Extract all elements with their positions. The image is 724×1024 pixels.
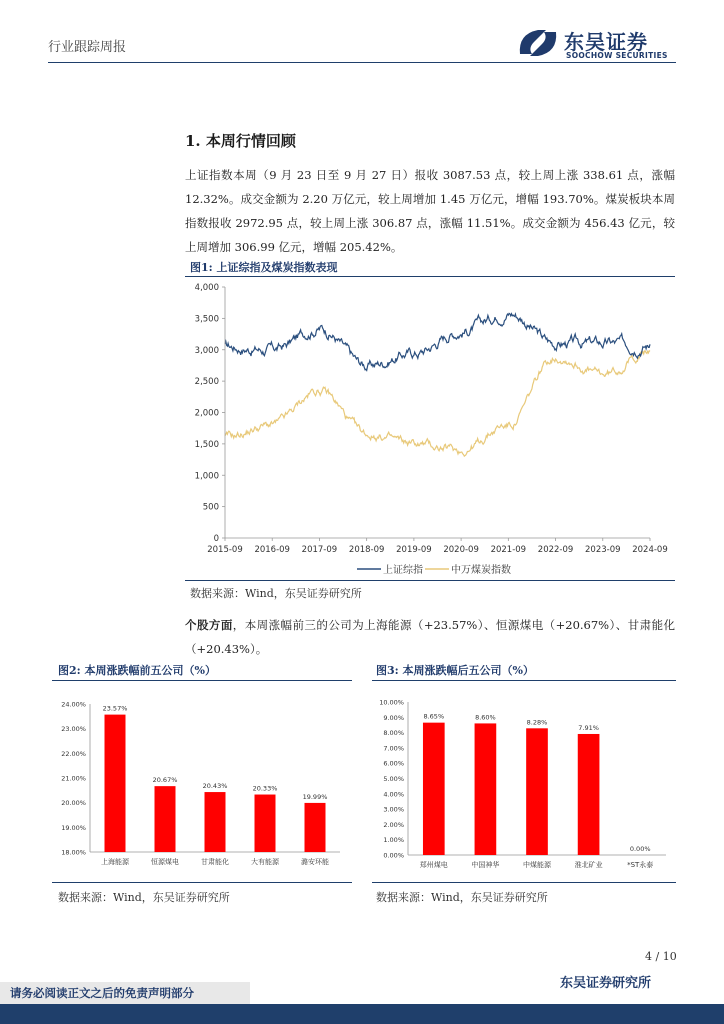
y-tick-label: 18.00% <box>61 848 86 857</box>
y-tick-label: 9.00% <box>383 713 404 722</box>
y-tick-label: 20.00% <box>61 799 86 808</box>
bar-value-label: 20.43% <box>202 782 228 791</box>
x-tick-label: 2023-09 <box>585 545 621 555</box>
bar <box>475 723 497 855</box>
figure3-bottom-rule <box>372 882 676 883</box>
header-divider <box>48 62 676 63</box>
y-tick-label: 1,000 <box>194 471 219 482</box>
y-tick-label: 2,000 <box>194 408 219 419</box>
top5-bar-chart <box>52 690 352 880</box>
bar <box>578 734 600 855</box>
y-tick-label: 2.00% <box>383 820 404 829</box>
legend-coal-label: 中万煤炭指数 <box>451 565 511 576</box>
y-tick-label: 1,500 <box>194 439 219 450</box>
x-tick-label: 2020-09 <box>443 545 479 555</box>
x-tick-label: 2017-09 <box>301 545 338 555</box>
logo-en-text: SOOCHOW SECURITIES <box>566 51 668 60</box>
y-tick-label: 3.00% <box>383 805 404 814</box>
section-title: 1. 本周行情回顾 <box>185 132 296 150</box>
figure1-title: 图1: 上证综指及煤炭指数表现 <box>190 261 338 274</box>
category-label: *ST永泰 <box>627 861 654 869</box>
bar <box>205 792 226 852</box>
disclaimer-text: 请务必阅读正文之后的免责声明部分 <box>10 986 194 1000</box>
footer-bar <box>0 1004 724 1024</box>
figure3-top-rule <box>372 680 676 681</box>
stock-highlights-text: ，本周涨幅前三的公司为上海能源（+23.57%）、恒源煤电（+20.67%）、甘肃能化（+20.43%）。 <box>185 618 676 656</box>
figure1-bottom-rule <box>185 580 675 581</box>
x-tick-label: 2018-09 <box>348 545 385 555</box>
bar-value-label: 20.33% <box>252 784 278 793</box>
x-tick-label: 2016-09 <box>254 545 290 555</box>
sse-composite-series-line <box>225 313 650 370</box>
figure2-bottom-rule <box>52 882 352 883</box>
y-tick-label: 24.00% <box>61 700 86 709</box>
y-tick-label: 19.00% <box>61 823 86 832</box>
page-number: 4 / 10 <box>645 950 677 963</box>
bar-value-label: 23.57% <box>102 704 128 713</box>
brand-logo <box>516 24 676 62</box>
category-label: 中煤能源 <box>523 861 551 869</box>
y-tick-label: 10.00% <box>379 698 404 707</box>
y-tick-label: 3,000 <box>194 345 219 356</box>
y-tick-label: 5.00% <box>383 775 404 783</box>
x-tick-label: 2019-09 <box>396 545 432 555</box>
bar-value-label: 8.60% <box>475 713 496 722</box>
bar-value-label: 7.91% <box>578 723 599 732</box>
y-tick-label: 22.00% <box>61 749 86 758</box>
bar <box>105 715 126 852</box>
figure2-title: 图2: 本周涨跌幅前五公司（%） <box>58 664 216 677</box>
bar-value-label: 8.65% <box>423 712 445 721</box>
coal-index-series-line <box>225 351 650 456</box>
y-tick-label: 23.00% <box>61 725 86 734</box>
y-tick-label: 8.00% <box>383 729 404 738</box>
bottom5-bar-chart <box>372 690 676 880</box>
bar <box>155 786 176 852</box>
footer-institution: 东吴证券研究所 <box>560 976 652 991</box>
disclaimer-banner <box>0 982 250 1004</box>
category-label: 甘肃能化 <box>201 858 229 866</box>
stock-highlights-lead: 个股方面 <box>185 618 233 632</box>
y-tick-label: 0.00% <box>383 851 404 860</box>
y-tick-label: 0 <box>213 534 219 544</box>
figure1-top-rule <box>185 276 675 277</box>
legend-sse-label: 上证综指 <box>383 565 423 576</box>
category-label: 大有能源 <box>251 858 279 866</box>
y-tick-label: 500 <box>202 502 219 513</box>
x-tick-label: 2022-09 <box>537 545 574 555</box>
bar-value-label: 0.00% <box>629 845 651 853</box>
category-label: 淮北矿业 <box>574 861 603 869</box>
bar <box>255 795 276 852</box>
figure2-top-rule <box>52 680 352 681</box>
x-tick-label: 2015-09 <box>207 545 243 555</box>
logo-cn-text: 东吴证券 <box>564 30 648 54</box>
y-tick-label: 4,000 <box>194 283 219 293</box>
bar-value-label: 20.67% <box>152 776 178 785</box>
bar-value-label: 8.28% <box>526 718 548 727</box>
y-tick-label: 4.00% <box>383 790 404 799</box>
y-tick-label: 1.00% <box>383 836 404 845</box>
chart-legend <box>357 563 511 576</box>
category-label: 中国神华 <box>471 861 500 869</box>
y-tick-label: 6.00% <box>383 759 404 768</box>
y-tick-label: 3,500 <box>194 314 219 325</box>
category-label: 上海能源 <box>101 858 129 866</box>
y-tick-label: 2,500 <box>194 377 219 388</box>
x-tick-label: 2021-09 <box>490 545 527 555</box>
report-type-label: 行业跟踪周报 <box>48 40 127 55</box>
market-review-paragraph: 上证指数本周（9 月 23 日至 9 月 27 日）报收 3087.53 点，较上周上涨 338.61 点，涨幅 12.32%。成交金额为 2.20 万亿元，较上周增加 1.45 万亿元，增幅 193.70%。煤炭板块本周指数报收 2972.95 点，较上周上涨 306.87 点，涨幅 11.51%。成交金额为 456.43 亿元，较上周增加 306.99 亿元，增幅 205.42%。 <box>185 168 675 254</box>
stock-highlights-paragraph <box>185 613 675 661</box>
index-line-chart <box>185 278 675 578</box>
figure2-source: 数据来源：Wind，东吴证券研究所 <box>58 891 230 904</box>
category-label: 潞安环能 <box>301 858 329 866</box>
x-tick-label: 2024-09 <box>632 545 668 555</box>
category-label: 郑州煤电 <box>419 861 448 869</box>
figure3-source: 数据来源：Wind，东吴证券研究所 <box>376 891 548 904</box>
bar-value-label: 19.99% <box>302 792 328 801</box>
bar <box>305 803 326 852</box>
figure1-source: 数据来源：Wind，东吴证券研究所 <box>190 587 362 600</box>
category-label: 恒源煤电 <box>151 858 179 866</box>
bar <box>423 723 445 855</box>
soochow-logo-icon <box>516 24 560 62</box>
bar <box>526 728 548 855</box>
figure3-title: 图3: 本周涨跌幅后五公司（%） <box>376 664 534 677</box>
y-tick-label: 7.00% <box>383 744 404 753</box>
y-tick-label: 21.00% <box>61 774 86 783</box>
